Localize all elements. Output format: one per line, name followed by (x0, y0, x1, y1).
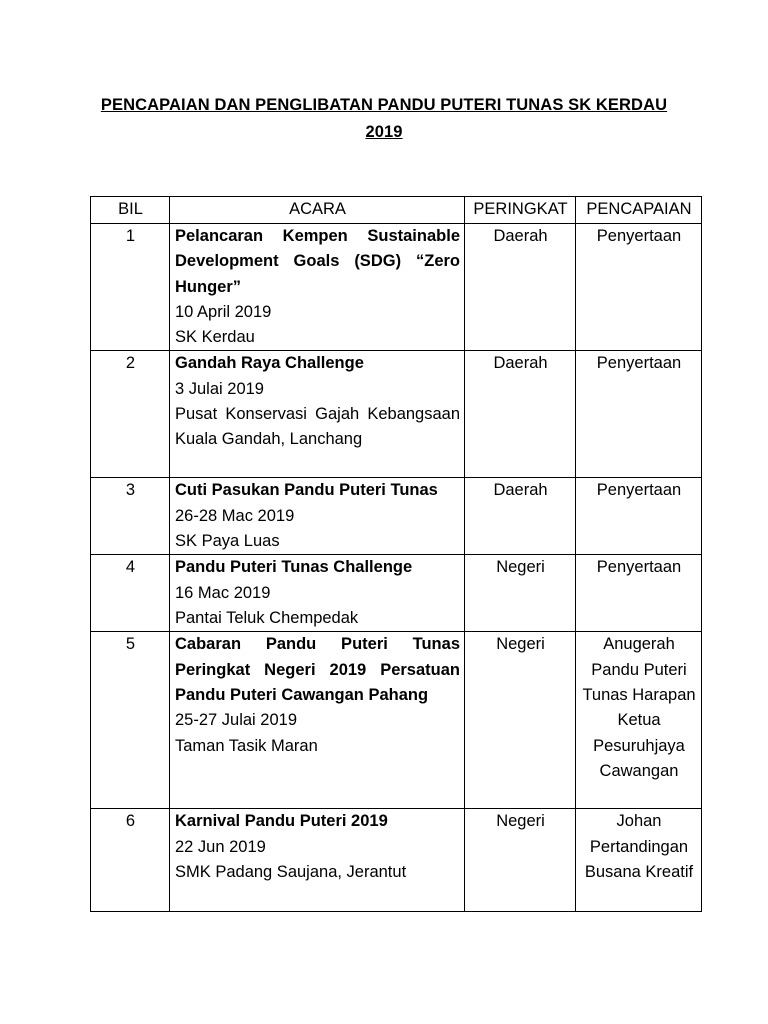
column-header-bil: BIL (91, 197, 170, 224)
row-number: 1 (91, 224, 170, 351)
table-row (91, 555, 702, 632)
event-venue: Taman Tasik Maran (175, 736, 318, 755)
event-name: Cabaran Pandu Puteri Tunas Peringkat Negeri 2019 Persatuan Pandu Puteri Cawangan Pahang (175, 635, 460, 705)
event-cell (170, 555, 465, 632)
event-venue: SMK Padang Saujana, Jerantut (175, 863, 407, 882)
table-row (91, 632, 702, 809)
event-cell (170, 224, 465, 351)
achievement-cell: Anugerah Pandu Puteri Tunas Harapan Ketua Pesuruhjaya Cawangan (576, 632, 702, 809)
column-header-peringkat: PERINGKAT (465, 197, 576, 224)
row-number: 6 (91, 809, 170, 912)
level-cell: Daerah (465, 478, 576, 555)
event-name: Karnival Pandu Puteri 2019 (175, 812, 388, 831)
achievement-cell: Penyertaan (576, 555, 702, 632)
document-title-line-2: 2019 (365, 123, 403, 141)
event-venue: SK Kerdau (175, 328, 255, 347)
achievement-cell: Penyertaan (576, 351, 702, 478)
row-number: 3 (91, 478, 170, 555)
event-cell (170, 809, 465, 912)
event-venue: Pantai Teluk Chempedak (175, 609, 359, 628)
event-venue: Pusat Konservasi Gajah Kebangsaan Kuala Gandah, Lanchang (175, 405, 460, 449)
event-venue: SK Paya Luas (175, 532, 280, 551)
table-row (91, 809, 702, 912)
level-cell: Negeri (465, 555, 576, 632)
event-date: 26-28 Mac 2019 (175, 506, 295, 525)
achievement-cell: Penyertaan (576, 224, 702, 351)
achievements-table (90, 196, 702, 912)
table-header-row (91, 197, 702, 224)
table-row (91, 351, 702, 478)
document-title (60, 92, 708, 146)
achievement-cell: Johan Pertandingan Busana Kreatif (576, 809, 702, 912)
column-header-acara: ACARA (170, 197, 465, 224)
row-number: 2 (91, 351, 170, 478)
event-name: Pandu Puteri Tunas Challenge (175, 558, 413, 577)
event-cell (170, 478, 465, 555)
row-number: 5 (91, 632, 170, 809)
event-name: Cuti Pasukan Pandu Puteri Tunas (175, 481, 438, 500)
level-cell: Negeri (465, 632, 576, 809)
table-row (91, 478, 702, 555)
level-cell: Daerah (465, 224, 576, 351)
event-cell (170, 351, 465, 478)
level-cell: Negeri (465, 809, 576, 912)
event-date: 25-27 Julai 2019 (175, 711, 298, 730)
achievement-cell: Penyertaan (576, 478, 702, 555)
level-cell: Daerah (465, 351, 576, 478)
document-title-line-1: PENCAPAIAN DAN PENGLIBATAN PANDU PUTERI TUNAS SK KERDAU (100, 96, 668, 114)
column-header-pencapaian: PENCAPAIAN (576, 197, 702, 224)
event-name: Gandah Raya Challenge (175, 354, 364, 373)
event-date: 10 April 2019 (175, 302, 272, 321)
row-number: 4 (91, 555, 170, 632)
event-date: 3 Julai 2019 (175, 379, 264, 398)
event-cell (170, 632, 465, 809)
event-name: Pelancaran Kempen Sustainable Development Goals (SDG) “Zero Hunger” (175, 227, 460, 296)
table-row (91, 224, 702, 351)
event-date: 16 Mac 2019 (175, 583, 271, 602)
event-date: 22 Jun 2019 (175, 837, 266, 856)
